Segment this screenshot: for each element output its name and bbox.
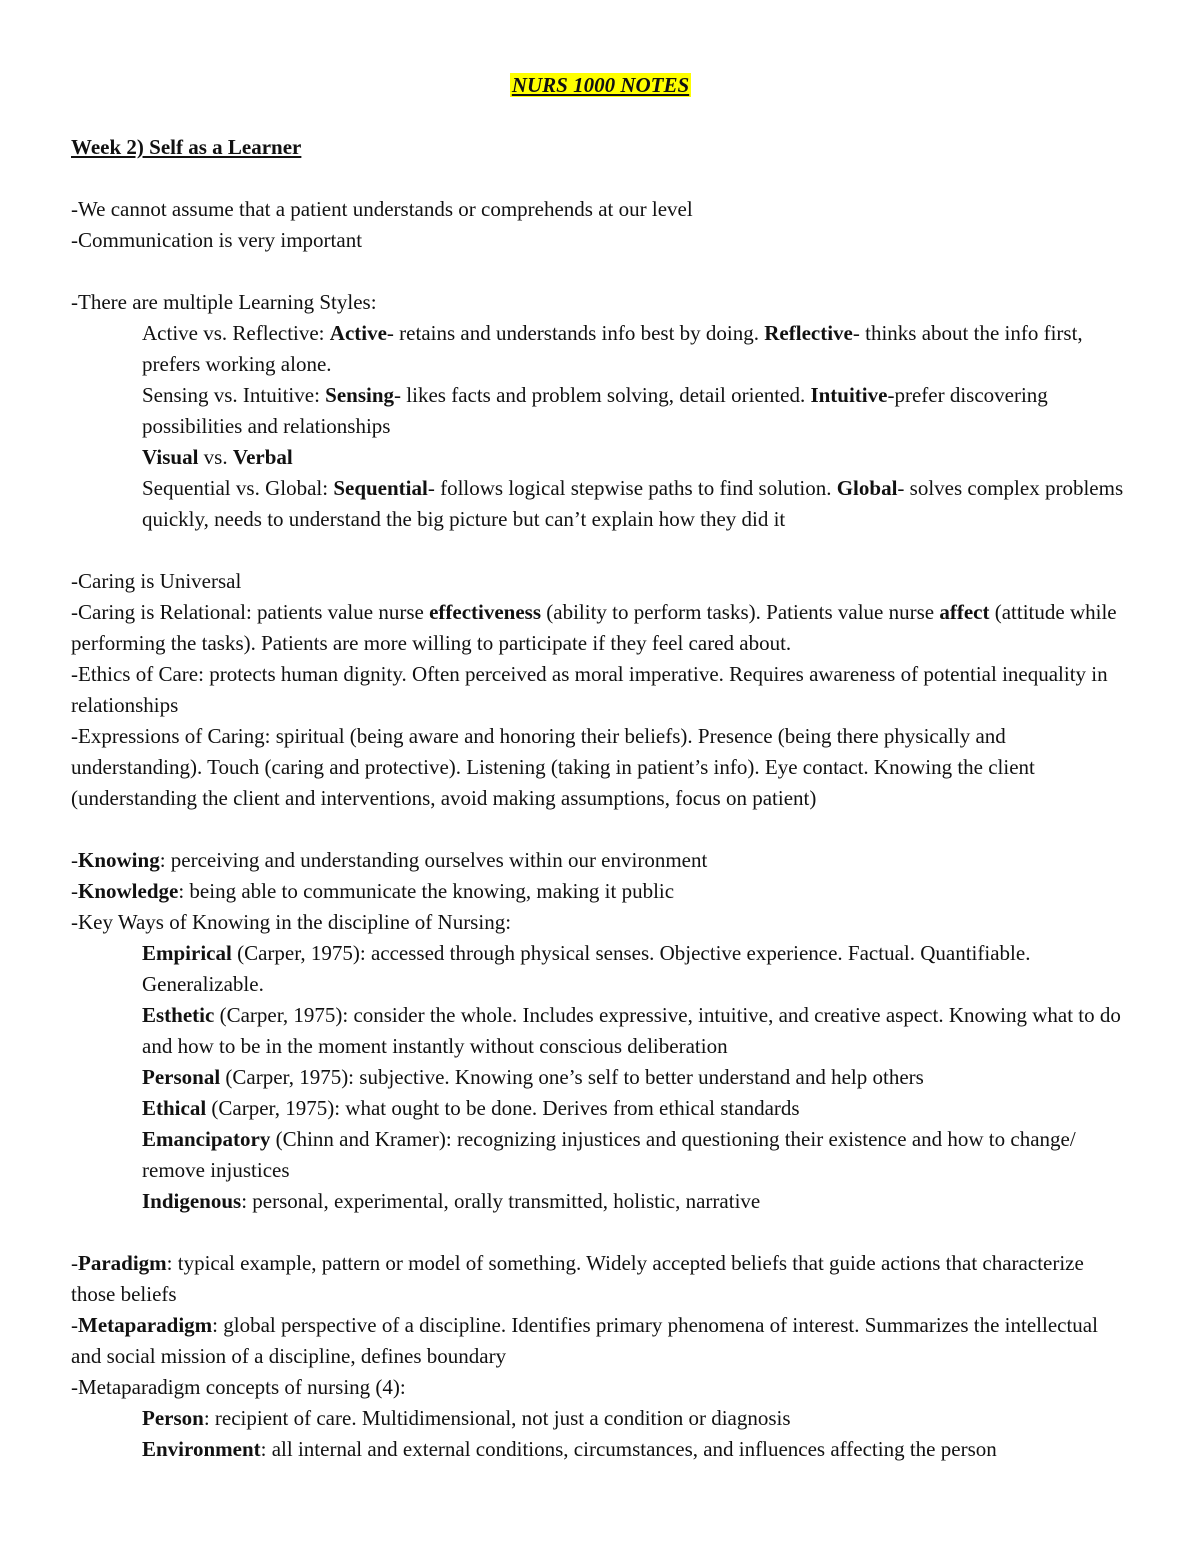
definition-text: : recipient of care. Multidimensional, not just a condition or diagnosis — [203, 1406, 791, 1430]
bold-term: Ethical — [142, 1096, 207, 1120]
style-term: Intuitive — [810, 383, 888, 407]
bold-term: Knowing — [78, 848, 160, 872]
bold-term: Person — [142, 1406, 204, 1430]
metaparadigm-concepts: -Metaparadigm concepts of nursing (4): — [71, 1375, 406, 1399]
definition-text: (Carper, 1975): what ought to be done. Derives from ethical standards — [206, 1096, 800, 1120]
style-def: - solves complex problems quickly, needs to understand the big picture but can’t explain how they did it — [142, 476, 1124, 531]
spacer — [71, 814, 1130, 845]
spacer — [71, 163, 1130, 194]
dash: - — [71, 879, 78, 903]
bold-term: Knowledge — [78, 879, 179, 903]
style-def: - follows logical stepwise paths to find solution. — [427, 476, 837, 500]
style-def: - likes facts and problem solving, detail oriented. — [394, 383, 811, 407]
way-of-knowing-item — [71, 1124, 1130, 1186]
style-lead: Sensing vs. Intuitive: — [142, 383, 326, 407]
definition-text: : all internal and external conditions, circumstances, and influences affecting the person — [260, 1437, 997, 1461]
style-term: Global — [836, 476, 898, 500]
bold-term: Esthetic — [142, 1003, 215, 1027]
definition-text: : global perspective of a discipline. Identifies primary phenomena of interest. Summarizes the intellectual and social mission of a discipline, defines boundary — [71, 1313, 1098, 1368]
text-run: -Caring is Relational: patients value nurse — [71, 600, 430, 624]
caring-universal: -Caring is Universal — [71, 569, 242, 593]
style-def: - retains and understands info best by doing. — [386, 321, 765, 345]
definition-text: : typical example, pattern or model of something. Widely accepted beliefs that guide actions that characterize those beliefs — [71, 1251, 1084, 1306]
bold-term: Indigenous — [142, 1189, 242, 1213]
metaparadigm-concept-item — [71, 1434, 1130, 1465]
caring-relational — [71, 597, 1130, 659]
dash: - — [71, 1313, 78, 1337]
definition-text: : being able to communicate the knowing, making it public — [178, 879, 675, 903]
knowledge-definition — [71, 876, 1130, 907]
style-def: -prefer discovering possibilities and relationships — [142, 383, 1048, 438]
bold-term: Empirical — [142, 941, 232, 965]
bold-term: Personal — [142, 1065, 221, 1089]
bold-term: Emancipatory — [142, 1127, 271, 1151]
learning-style-sequential-global — [71, 473, 1130, 535]
style-lead: Sequential vs. Global: — [142, 476, 334, 500]
style-term: Sensing — [325, 383, 395, 407]
title-row — [71, 70, 1130, 101]
style-term: Verbal — [232, 445, 293, 469]
text-run: (ability to perform tasks). Patients value nurse — [541, 600, 940, 624]
knowing-definition — [71, 845, 1130, 876]
definition-text: : personal, experimental, orally transmitted, holistic, narrative — [241, 1189, 761, 1213]
way-of-knowing-item — [71, 938, 1130, 1000]
bold-term: affect — [939, 600, 990, 624]
style-def: - thinks about the info first, prefers working alone. — [142, 321, 1083, 376]
bold-term: Paradigm — [78, 1251, 167, 1275]
definition-text: : perceiving and understanding ourselves within our environment — [159, 848, 708, 872]
intro-line: -We cannot assume that a patient understands or comprehends at our level — [71, 197, 693, 221]
week-heading: Week 2) Self as a Learner — [71, 135, 302, 159]
metaparadigm-concept-item — [71, 1403, 1130, 1434]
dash: - — [71, 848, 78, 872]
style-term: Visual — [142, 445, 199, 469]
expressions-of-caring: -Expressions of Caring: spiritual (being aware and honoring their beliefs). Presence (being there physically and understanding). Touch (caring and protective). Listening (taking in patient’s info). Eye contact. Knowing the client (understanding the client and interventions, avoid making assumptions, focus on patient) — [71, 724, 1035, 810]
learning-style-sensing-intuitive — [71, 380, 1130, 442]
bold-term: Metaparadigm — [78, 1313, 213, 1337]
learning-styles-intro: -There are multiple Learning Styles: — [71, 290, 377, 314]
definition-text: (Chinn and Kramer): recognizing injustices and questioning their existence and how to change/ remove injustices — [142, 1127, 1076, 1182]
paradigm-definition — [71, 1248, 1130, 1310]
learning-style-visual-verbal — [71, 442, 1130, 473]
bold-term: Environment — [142, 1437, 261, 1461]
bold-term: effectiveness — [429, 600, 542, 624]
definition-text: (Carper, 1975): consider the whole. Includes expressive, intuitive, and creative aspect. Knowing what to do and how to be in the moment instantly without conscious deliberation — [142, 1003, 1121, 1058]
style-def: vs. — [198, 445, 233, 469]
key-ways-of-knowing: -Key Ways of Knowing in the discipline of Nursing: — [71, 910, 512, 934]
document-title: NURS 1000 NOTES — [511, 73, 690, 97]
definition-text: (Carper, 1975): subjective. Knowing one’s self to better understand and help others — [220, 1065, 924, 1089]
ethics-of-care: -Ethics of Care: protects human dignity. Often perceived as moral imperative. Requires awareness of potential inequality in relationships — [71, 662, 1108, 717]
style-term: Sequential — [333, 476, 428, 500]
style-term: Active — [329, 321, 387, 345]
way-of-knowing-item — [71, 1000, 1130, 1062]
spacer — [71, 256, 1130, 287]
style-term: Reflective — [764, 321, 853, 345]
metaparadigm-definition — [71, 1310, 1130, 1372]
style-lead: Active vs. Reflective: — [142, 321, 330, 345]
spacer — [71, 535, 1130, 566]
spacer — [71, 1217, 1130, 1248]
definition-text: (Carper, 1975): accessed through physical senses. Objective experience. Factual. Quantifiable. Generalizable. — [142, 941, 1031, 996]
way-of-knowing-item — [71, 1093, 1130, 1124]
way-of-knowing-item — [71, 1062, 1130, 1093]
text-run: (attitude while performing the tasks). Patients are more willing to participate if they feel cared about. — [71, 600, 1117, 655]
dash: - — [71, 1251, 78, 1275]
intro-line: -Communication is very important — [71, 228, 363, 252]
way-of-knowing-item — [71, 1186, 1130, 1217]
learning-style-active-reflective — [71, 318, 1130, 380]
